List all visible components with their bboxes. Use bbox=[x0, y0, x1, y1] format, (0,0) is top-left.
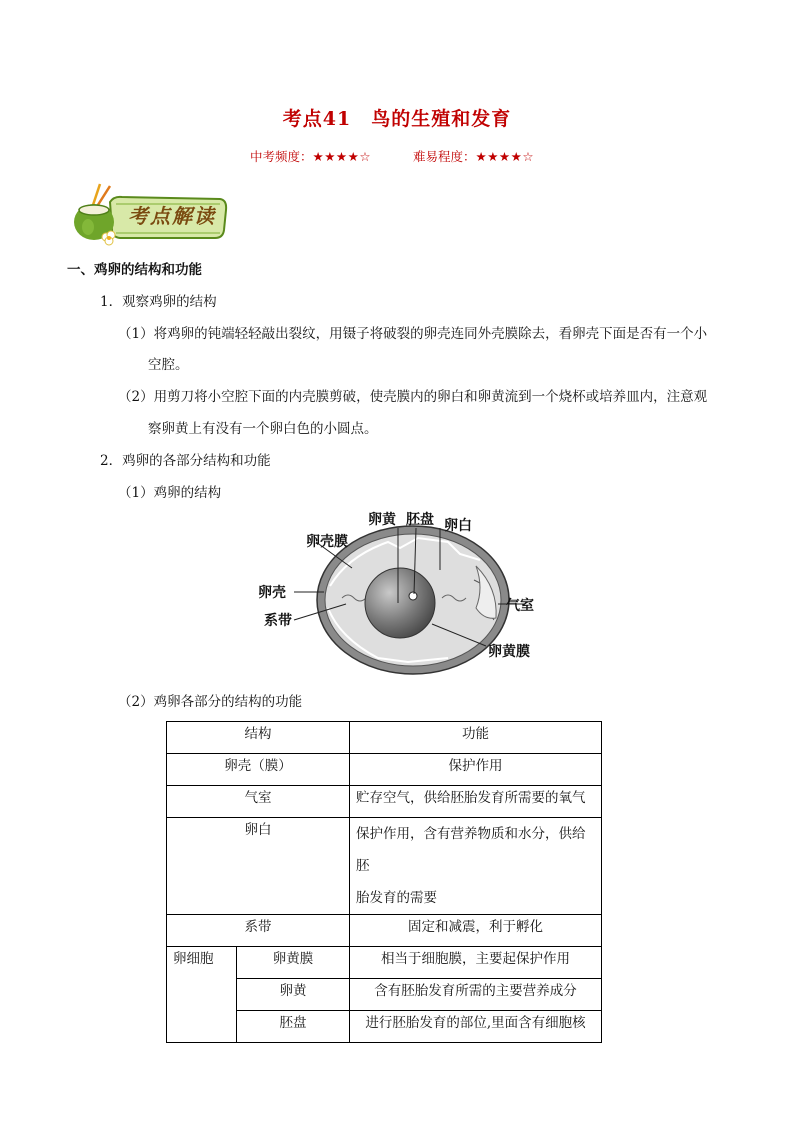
cell-structure: 卵壳（膜） bbox=[167, 754, 350, 786]
page-title: 考点41 鸟的生殖和发育 bbox=[282, 108, 512, 130]
cell-function: 贮存空气，供给胚胎发育所需要的氧气 bbox=[350, 786, 602, 818]
egg-structure-diagram bbox=[248, 508, 558, 680]
item2-sub2: （2）鸡卵各部分的结构的功能 bbox=[118, 694, 303, 710]
egg-yolk bbox=[365, 568, 435, 638]
cell-function: 保护作用 bbox=[350, 754, 602, 786]
item1-p1-line1: （1）将鸡卵的钝端轻轻敲出裂纹，用镊子将破裂的卵壳连同外壳膜除去，看卵壳下面是否有一个小 bbox=[118, 326, 708, 342]
label-air-cell: 气室 bbox=[506, 598, 534, 614]
cell-structure: 卵黄 bbox=[237, 979, 350, 1011]
cell-structure: 卵白 bbox=[167, 818, 350, 915]
item2-title: 2．鸡卵的各部分结构和功能 bbox=[100, 453, 271, 469]
label-blastodisc: 胚盘 bbox=[406, 512, 434, 528]
cell-function bbox=[350, 818, 602, 915]
label-yolk-membrane: 卵黄膜 bbox=[488, 644, 530, 660]
frequency-stars: ★★★★☆ bbox=[312, 149, 372, 164]
cell-structure: 系带 bbox=[167, 915, 350, 947]
section-badge bbox=[70, 180, 230, 250]
label-shell-membrane: 卵壳膜 bbox=[306, 534, 348, 550]
section-heading: 一、鸡卵的结构和功能 bbox=[67, 262, 202, 278]
table-row bbox=[167, 786, 602, 818]
cell-structure: 气室 bbox=[167, 786, 350, 818]
item2-sub1: （1）鸡卵的结构 bbox=[118, 485, 222, 501]
item1-p1-line2: 空腔。 bbox=[148, 357, 189, 373]
table-row bbox=[167, 754, 602, 786]
header-function: 功能 bbox=[350, 722, 602, 754]
label-albumen: 卵白 bbox=[444, 518, 472, 534]
cell-function: 含有胚胎发育所需的主要营养成分 bbox=[350, 979, 602, 1011]
difficulty-meta bbox=[413, 147, 534, 165]
cell-function-line2: 胎发育的需要 bbox=[356, 890, 437, 906]
cell-egg-cell-label: 卵细胞 bbox=[167, 947, 237, 1043]
frequency-label: 中考频度： bbox=[250, 149, 313, 164]
structure-function-table bbox=[166, 721, 602, 1043]
difficulty-stars: ★★★★☆ bbox=[475, 149, 535, 164]
label-shell: 卵壳 bbox=[258, 585, 286, 601]
cell-structure: 卵黄膜 bbox=[237, 947, 350, 979]
frequency-meta bbox=[250, 147, 371, 165]
label-chalaza: 系带 bbox=[264, 613, 292, 629]
cell-function: 进行胚胎发育的部位,里面含有细胞核 bbox=[350, 1011, 602, 1043]
cell-function: 固定和减震，利于孵化 bbox=[350, 915, 602, 947]
table-header-row bbox=[167, 722, 602, 754]
cell-function: 相当于细胞膜，主要起保护作用 bbox=[350, 947, 602, 979]
table-row bbox=[167, 947, 602, 979]
table-row bbox=[167, 915, 602, 947]
cell-structure: 胚盘 bbox=[237, 1011, 350, 1043]
label-yolk: 卵黄 bbox=[368, 512, 396, 528]
cell-function-line1: 保护作用，含有营养物质和水分，供给胚 bbox=[356, 826, 586, 874]
item1-p2-line1: （2）用剪刀将小空腔下面的内壳膜剪破，使壳膜内的卵白和卵黄流到一个烧杯或培养皿内，注意观 bbox=[118, 389, 708, 405]
difficulty-label: 难易程度： bbox=[413, 149, 476, 164]
item1-title: 1．观察鸡卵的结构 bbox=[100, 294, 217, 310]
item1-p2-line2: 察卵黄上有没有一个卵白色的小圆点。 bbox=[148, 421, 378, 437]
table-row bbox=[167, 818, 602, 915]
blastodisc bbox=[409, 592, 417, 600]
header-structure: 结构 bbox=[167, 722, 350, 754]
badge-text: 考点解读 bbox=[128, 204, 216, 228]
